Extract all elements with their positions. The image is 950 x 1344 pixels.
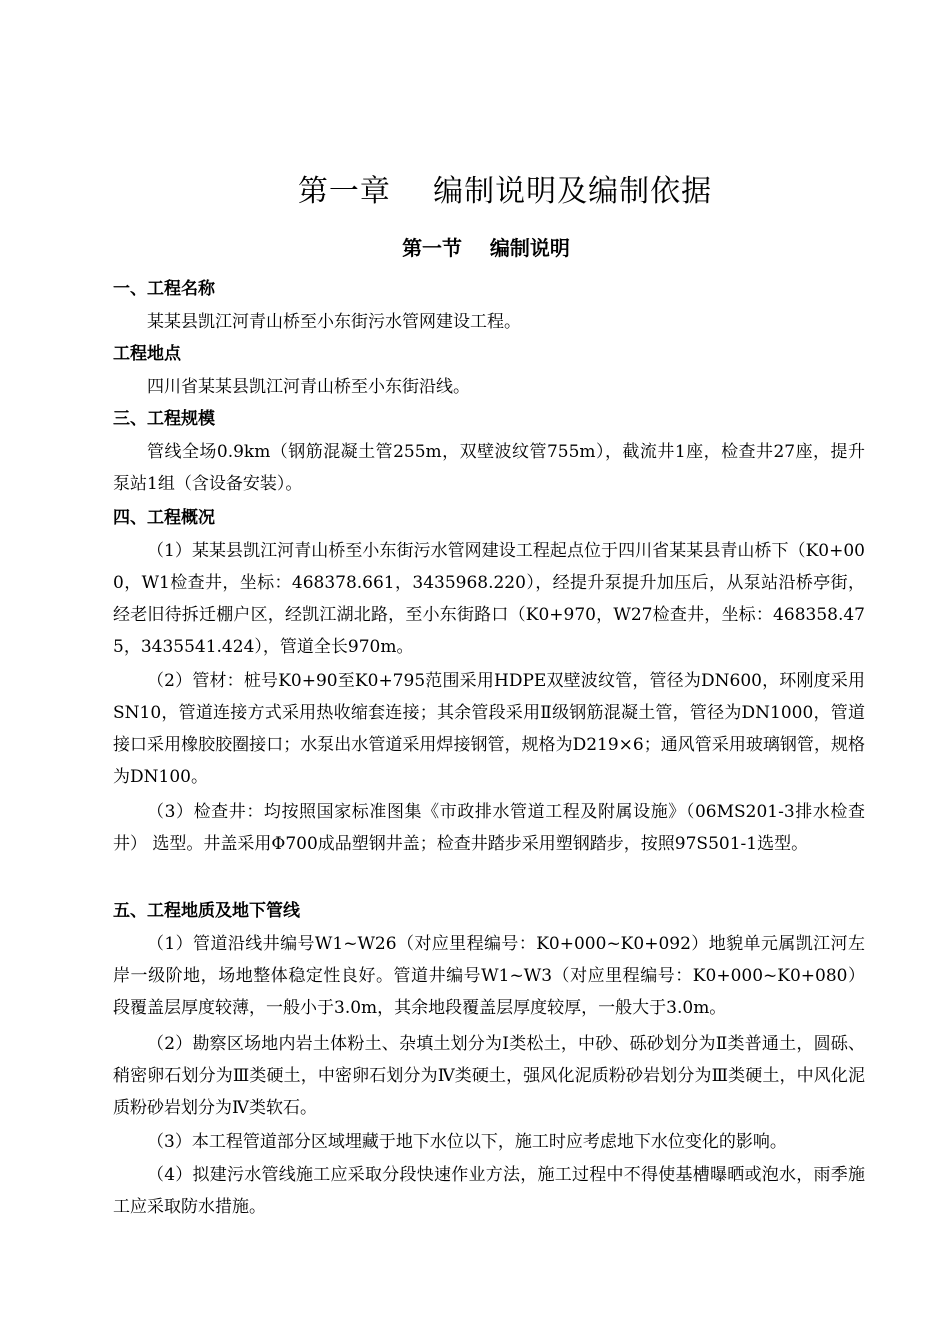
heading-project-scale: 三、工程规模 <box>113 409 215 429</box>
paragraph-overview-3: （3）检查井：均按照国家标准图集《市政排水管道工程及附属设施》（06MS201-3排水检查井） 选型。井盖采用Φ700成品塑钢井盖；检查井踏步采用塑钢踏步，按照97S501-1选型。 <box>113 802 865 854</box>
paragraph-overview-2: （2）管材：桩号K0+90至K0+795范围采用HDPE双壁波纹管，管径为DN600，环刚度采用SN10，管道连接方式采用热收缩套连接；其余管段采用Ⅱ级钢筋混凝土管，管径为DN1000，管道接口采用橡胶胶圈接口；水泵出水管道采用焊接钢管，规格为D219×6；通风管采用玻璃钢管，规格为DN100。 <box>113 671 865 787</box>
heading-project-location: 工程地点 <box>113 344 181 364</box>
chapter-title: 第一章 编制说明及编制依据 <box>297 174 713 209</box>
paragraph-geology-3: （3）本工程管道部分区域埋藏于地下水位以下，施工时应考虑地下水位变化的影响。 <box>147 1132 787 1152</box>
heading-project-overview: 四、工程概况 <box>113 508 215 528</box>
paragraph-project-name: 某某县凯江河青山桥至小东街污水管网建设工程。 <box>147 312 521 332</box>
paragraph-geology-2: （2）勘察区场地内岩土体粉土、杂填土划分为Ⅰ类松土，中砂、砾砂划分为Ⅱ类普通土，圆砾、稍密卵石划分为Ⅲ类硬土，中密卵石划分为Ⅳ类硬土，强风化泥质粉砂岩划分为Ⅲ类硬土，中风化泥质粉砂岩划分为Ⅳ类软石。 <box>113 1034 865 1118</box>
paragraph-overview-1: （1）某某县凯江河青山桥至小东街污水管网建设工程起点位于四川省某某县青山桥下（K0+000，W1检查井，坐标：468378.661，3435968.220），经提升泵提升加压后，从泵站沿桥亭街，经老旧待拆迁棚户区，经凯江湖北路，至小东街路口（K0+970，W27检查井，坐标：468358.475，3435541.424），管道全长970m。 <box>113 541 865 657</box>
section-title: 第一节 编制说明 <box>402 236 570 260</box>
paragraph-project-location: 四川省某某县凯江河青山桥至小东街沿线。 <box>147 377 470 397</box>
heading-geology: 五、工程地质及地下管线 <box>113 901 300 921</box>
paragraph-project-scale: 管线全场0.9km（钢筋混凝土管255m，双壁波纹管755m），截流井1座，检查井27座，提升泵站1组（含设备安装）。 <box>113 442 865 494</box>
heading-project-name: 一、工程名称 <box>113 279 215 299</box>
paragraph-geology-1: （1）管道沿线井编号W1~W26（对应里程编号：K0+000~K0+092）地貌单元属凯江河左岸一级阶地，场地整体稳定性良好。管道井编号W1~W3（对应里程编号：K0+000~K0+080）段覆盖层厚度较薄，一般小于3.0m，其余地段覆盖层厚度较厚，一般大于3.0m。 <box>113 934 865 1018</box>
paragraph-geology-4: （4）拟建污水管线施工应采取分段快速作业方法，施工过程中不得使基槽曝晒或泡水，雨季施工应采取防水措施。 <box>113 1165 865 1217</box>
